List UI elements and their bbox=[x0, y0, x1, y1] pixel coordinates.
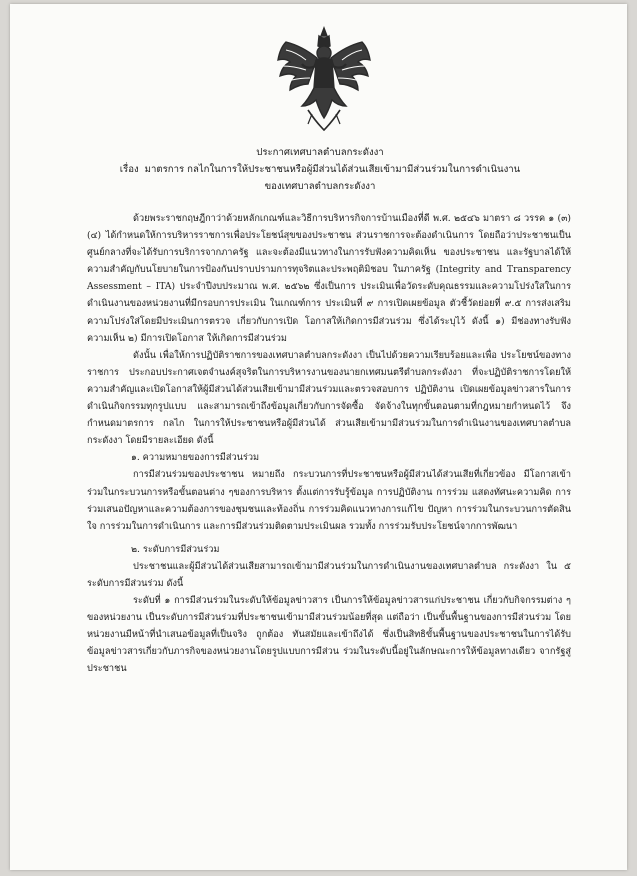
text-line: จัดจ้างในทุกขั้นตอนตามที่กฎหมายกำหนดไว้ จึงกำหนดมาตรการ กลไก ในการให้ประชาชนหรือผู้มีส่วนได้ bbox=[87, 401, 572, 430]
text-line: ร่วมในระดับนี้อยู่ในลักษณะการให้ข้อมูลทางเดียว จากรัฐสู่ประชาชน bbox=[87, 646, 571, 675]
paragraph-level-1 bbox=[87, 592, 571, 677]
paragraph-therefore bbox=[87, 347, 571, 450]
paragraph-levels-intro bbox=[87, 558, 571, 592]
text-line: ที่จะปฏิบัติราชการโดยให้ความสำคัญและเปิดโอกาสให้ผู้มีส่วนได้ส่วนเสียเข้ามามีส่วนร่วมและตรวจสอบการ bbox=[87, 366, 572, 395]
document-page bbox=[10, 4, 627, 870]
text-line: ของประชาชน และรัฐบาลได้ให้ความสำคัญกับนโยบายในการป้องกันปราบปรามการทุจริตและประพฤติมิชอบ bbox=[87, 247, 572, 276]
section-heading-1: ๑. ความหมายของการมีส่วนร่วม bbox=[131, 452, 260, 464]
text-line: โอกาสให้เกิดการมีส่วนร่วม ซึ่งได้ระบุไว้ ดังนี้ ๑) มีช่องทางรับฟังความเห็น ๒) มีการเปิดโอกาส ให้เกิดการมีส่วนร่วม bbox=[87, 315, 571, 344]
announcement-title: ประกาศเทศบาลตำบลกระดังงา bbox=[256, 147, 384, 158]
text-line: เกี่ยวกับกิจกรรมต่าง ๆ ของหน่วยงาน เป็นระดับการมีส่วนร่วมที่ประชาชนเข้ามามีส่วนร่วมน้อยที่สุด แต่ถือว่า bbox=[87, 595, 571, 624]
text-line: ระดับที่ ๑ การมีส่วนร่วมในระดับให้ข้อมูลข่าวสาร เป็นการให้ข้อมูลข่าวสารแก่ประชาชน bbox=[133, 595, 480, 607]
document-body bbox=[87, 210, 571, 678]
garuda-emblem-icon bbox=[272, 26, 376, 132]
subject-label: เรื่อง bbox=[119, 164, 139, 175]
section-heading-2: ๒. ระดับการมีส่วนร่วม bbox=[131, 543, 220, 555]
text-line: มีโอกาสเข้าร่วมในกระบวนการหรือขั้นตอนต่าง ๆของการบริหาร ตั้งแต่การรับรู้ข้อมูล การปฏิบัติงาน การร่วม bbox=[87, 469, 571, 498]
text-line: ประเมินเพื่อวัดระดับคุณธรรมและความโปร่งใสในการดำเนินงานของหน่วยงานที่มีกรอบการประเมิน ในเกณฑ์การ bbox=[87, 281, 572, 310]
paragraph-definition bbox=[87, 466, 571, 534]
text-line: ซึ่งเป็นสิทธิขั้นพื้นฐานของประชาชนในการได้รับข้อมูลข่าวสารเกี่ยวกับภารกิจของหน่วยงานโดยรูปแบบการมีส่วน bbox=[87, 629, 571, 658]
announcement-subject bbox=[40, 161, 600, 178]
text-line: ด้วยพระราชกฤษฎีกาว่าด้วยหลักเกณฑ์และวิธีการบริหารกิจการบ้านเมืองที่ดี พ.ศ. ๒๕๔๖ มาตรา bbox=[133, 213, 511, 224]
text-line: ปัญหา การร่วมในกระบวนการตัดสินใจ การร่วมในการดำเนินการ และการมีส่วนร่วมติดตามประเมินผล รวมทั้ง bbox=[87, 503, 571, 532]
text-line: ดังนั้น เพื่อให้การปฏิบัติราชการของเทศบาลตำบลกระดังงา เป็นไปด้วยความเรียบร้อยและเพื่อ bbox=[133, 349, 497, 361]
text-line: โดยถือว่าประชาชนเป็นศูนย์กลางที่จะได้รับการบริการจากภาครัฐ และจะต้องมีแนวทางในการรับฟังความคิดเห็น bbox=[87, 230, 572, 259]
text-line: ประเมินที่ ๙ การเปิดเผยข้อมูล ตัวชี้วัดย่อยที่ ๙.๕ การส่งเสริมความโปร่งใส่โดยมีประเมินการตรวจ เกี่ยวกับการเปิด bbox=[87, 298, 571, 327]
text-line: ส่วนเสียเข้ามามีส่วนร่วมในการดำเนินงานของเทศบาลตำบลกระดังงา โดยมีรายละเอียด ดังนี้ bbox=[87, 418, 571, 447]
text-line: แสดงทัศนะความคิด การร่วมเสนอปัญหาและความต้องการของชุมชนและท้องถิ่น การร่วมคิดแนวทางการแก้ไข bbox=[87, 486, 572, 515]
paragraph-decree bbox=[87, 210, 571, 347]
text-line: ปฏิบัติงาน เปิดเผยข้อมูลข่าวสารในการดำเนินกิจกรรมทุกรูปแบบ และสามารถเข้าถึงข้อมูลเกี่ยวกับการจัดซื้อ bbox=[87, 383, 572, 413]
text-line: ๘ วรรค ๑ (๓)(๔) ได้กำหนดให้การบริหารราชการเพื่อประโยชน์สุขของประชาชน ส่วนราชการจะต้องดำเนินการ bbox=[87, 213, 571, 242]
subject-line-1: มาตรการ กลไกในการให้ประชาชนหรือผู้มีส่วนได้ส่วนเสียเข้ามามีส่วนร่วมในการดำเนินงาน bbox=[144, 164, 521, 175]
text-line: ประโยชน์ของทางราชการ ประกอบประกาศเจตจำนงค์สุจริตในการบริหารงานของนายกเทศมนตรีตำบลกระดังงา bbox=[87, 349, 571, 378]
text-line: เป็นขั้นพื้นฐานของการมีส่วนร่วม โดยหน่วยงานมีหน้าที่นำเสนอข้อมูลที่เป็นจริง ถูกต้อง ทันสมัยและเข้าถึงได้ bbox=[87, 612, 571, 641]
text-line: ในภาครัฐ (Integrity and Transparency Assessment – ITA) ประจำปีงบประมาณ พ.ศ. ๒๕๖๒ ซึ่งเป็นการ bbox=[87, 264, 572, 293]
text-line: การมีส่วนร่วมของประชาชน หมายถึง กระบวนการที่ประชาชนหรือผู้มีส่วนได้ส่วนเสียที่เกี่ยวข้อง bbox=[133, 469, 516, 481]
subject-line-2: ของเทศบาลตำบลกระดังงา bbox=[264, 181, 376, 192]
text-line: การร่วมรับประโยชน์จากการพัฒนา bbox=[378, 520, 518, 532]
text-line: กระดังงา ใน ๕ ระดับการมีส่วนร่วม ดังนี้ bbox=[87, 560, 572, 589]
announcement-header bbox=[40, 144, 600, 195]
text-line: ประชาชนและผู้มีส่วนได้ส่วนเสียสามารถเข้ามามีส่วนร่วมในการดำเนินงานของเทศบาลตำบล bbox=[133, 560, 497, 572]
